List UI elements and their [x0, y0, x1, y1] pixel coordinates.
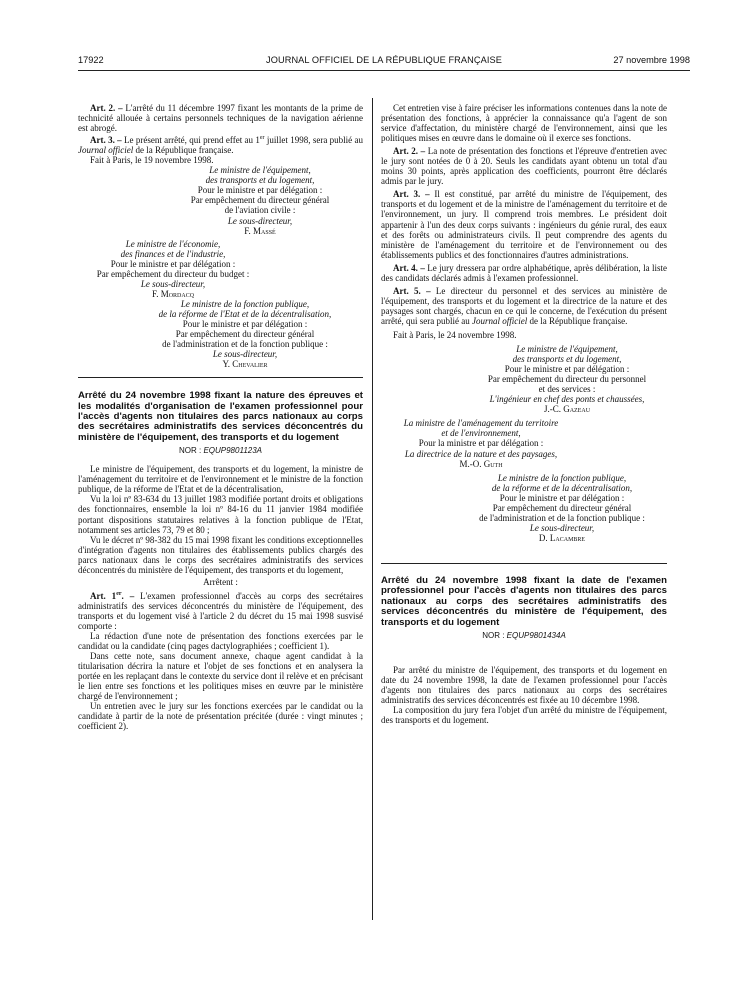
section-rule — [381, 563, 667, 564]
signature-block-fonction-publique: Le ministre de la fonction publique, de la réforme de l'Etat et de la décentralisation, Pour le ministre et par délégation : Par empêchement du directeur général de l'administration et de la fonction publique : Le sous-directeur, Y. Chevalier — [140, 299, 350, 369]
signatory-name: Y. Chevalier — [222, 359, 268, 370]
article-2: Art. 2. – La note de présentation des fonctions et l'épreuve d'entretien avec le jury sont notées de 0 à 20. Seuls les candidats ayant obtenu un total d'au moins 30 points, après application des coefficients, pourront être déclarés admis par le jury. — [381, 146, 667, 187]
article-5: Art. 5. – Le directeur du personnel et des services au ministère de l'équipement, des transports et du logement et la directrice de la nature et des paysages sont chargés, chacun en ce qui le concerne, de l'exécution du présent arrêté, qui sera publié au Journal officiel de la République française. — [381, 285, 667, 326]
left-column — [78, 103, 363, 732]
column-divider — [372, 98, 373, 920]
vu-loi: Vu la loi nº 83-634 du 13 juillet 1983 modifiée portant droits et obligations des fonctionnaires, ensemble la loi nº 84-16 du 11 janvier 1984 modifiée portant dispositions statutaires relatives à la fonction publique de l'Etat, notamment ses articles 73, 79 et 80 ; — [78, 494, 363, 535]
signature-block-fonction-publique: Le ministre de la fonction publique, de la réforme et de la décentralisation, Pour le ministre et par délégation : Par empêchement du directeur général de l'administration et de la fonction publique : Le sous-directeur, D. Lacambre — [457, 473, 667, 543]
article-3: Art. 3. – Le présent arrêté, qui prend effet au 1er juillet 1998, sera publié au Journal officiel de la République française. — [78, 135, 363, 156]
paragraph: La composition du jury fera l'objet d'un arrêté du ministre de l'équipement, des transports et du logement. — [381, 705, 667, 726]
article-1: Art. 1er. – L'examen professionnel d'accès au corps des secrétaires administratifs des services déconcentrés du ministère de l'équipement, des transports et du logement visé à l'article 2 du décret du 15 mai 1998 susvisé comporte : — [78, 590, 363, 631]
signature-block-equipement: Le ministre de l'équipement, des transports et du logement, Pour le ministre et par délégation : Par empêchement du directeur du personnel et des services : L'ingénieur en chef des ponts et chaussées, J.-C. Gazeau — [467, 344, 667, 414]
preamble-ministers: Le ministre de l'équipement, des transports et du logement, la ministre de l'aménagement du territoire et de l'environnement et le ministre de la fonction publique, de la réforme de l'Etat et de la décentralisation, — [78, 464, 363, 495]
vu-decret: Vu le décret nº 98-382 du 15 mai 1998 fixant les conditions exceptionnelles d'intégration d'agents non titulaires des établissements publics chargés des parcs nationaux dans le corps des secrétaires administratifs des services déconcentrés du ministère de l'équipement, des transports et du logement, — [78, 534, 363, 575]
fait-a-paris: Fait à Paris, le 19 novembre 1998. — [90, 155, 214, 166]
paragraph: Dans cette note, sans document annexe, chaque agent candidat à la titularisation décrira la nature et l'objet de ses fonctions et en analysera la portée en les replaçant dans le contexte du service dont il relève et en précisant le lien entre ses fonctions et les politiques mises en œuvre par le ministère chargé de l'environnement ; — [78, 651, 363, 702]
signatory-name: F. Mordacq — [151, 288, 195, 299]
paragraph: La rédaction d'une note de présentation des fonctions exercées par le candidat ou la candidate (cinq pages dactylographiées ; coefficient 1). — [78, 631, 363, 652]
right-column — [381, 103, 667, 725]
signatory-name: M.-O. Guth — [459, 458, 503, 469]
page-header — [78, 55, 690, 69]
signatory-name: D. Lacambre — [538, 532, 586, 543]
signature-block-economie: Le ministre de l'économie, des finances et de l'industrie, Pour le ministre et par délégation : Par empêchement du directeur du budget : Le sous-directeur, F. Mordacq — [78, 239, 268, 299]
signature-block-amenagement: La ministre de l'aménagement du territoire et de l'environnement, Pour la ministre et par délégation : La directrice de la nature et des paysages, M.-O. Guth — [381, 418, 581, 468]
page-number: 17922 — [78, 55, 104, 65]
arretent: Arrêtent : — [203, 576, 238, 587]
article-2: Art. 2. – L'arrêté du 11 décembre 1997 fixant les montants de la prime de technicité allouée à certains personnels techniques de la navigation aérienne est abrogé. — [78, 103, 363, 134]
section-rule — [78, 377, 363, 378]
arrete-title: Arrêté du 24 novembre 1998 fixant la date de l'examen professionnel pour l'accès d'agents non titulaires des parcs nationaux au corps des secrétaires administratifs des services déconcentrés du ministère de l'équipement, des transports et du logement — [381, 574, 667, 628]
nor-reference: NOR : EQUP9801434A — [482, 630, 566, 640]
paragraph: Par arrêté du ministre de l'équipement, des transports et du logement en date du 24 novembre 1998, la date de l'examen professionnel pour l'accès d'agents non titulaires des parcs nationaux au corps des secrétaires administratifs des services déconcentrés est fixée au 10 décembre 1998. — [381, 665, 667, 706]
arrete-title: Arrêté du 24 novembre 1998 fixant la nature des épreuves et les modalités d'organisation de l'examen professionnel pour l'accès d'agents non titulaires des parcs nationaux au corps des secrétaires administratifs des services déconcentrés du ministère de l'équipement, des transports et du logement — [78, 390, 363, 443]
signature-block-equipement: Le ministre de l'équipement, des transports et du logement, Pour le ministre et par délégation : Par empêchement du directeur général de l'aviation civile : Le sous-directeur, F. Massé — [170, 165, 350, 235]
fait-a-paris: Fait à Paris, le 24 novembre 1998. — [393, 329, 517, 340]
paragraph: Cet entretien vise à faire préciser les informations contenues dans la note de présentation des fonctions, à apprécier la connaissance qu'a l'agent de son service d'affectation, du ministère chargé de l'environnement, ainsi que les politiques mises en œuvre dans le domaine où il exerce ses fonctions. — [381, 103, 667, 144]
journal-title: JOURNAL OFFICIEL DE LA RÉPUBLIQUE FRANÇAISE — [266, 55, 502, 65]
issue-date: 27 novembre 1998 — [613, 55, 690, 65]
paragraph: Un entretien avec le jury sur les fonctions exercées par le candidat ou la candidate à partir de la note de présentation précitée (durée : vingt minutes ; coefficient 2). — [78, 701, 363, 732]
article-4: Art. 4. – Le jury dressera par ordre alphabétique, après délibération, la liste des candidats déclarés admis à l'examen professionnel. — [381, 262, 667, 283]
article-3: Art. 3. – Il est constitué, par arrêté du ministre de l'équipement, des transports et du logement et de la ministre de l'aménagement du territoire et de l'environnement, un jury. Il comprend trois membres. Le président doit appartenir à l'un des deux corps suivants : ingénieurs du génie rural, des eaux et des forêts ou administrateurs civils. Il peut comprendre des agents du ministère de l'aménagement du territoire et de l'environnement ou des établissements publics et des fonctionnaires d'autres administrations. — [381, 189, 667, 260]
signatory-name: F. Massé — [244, 225, 276, 236]
header-rule — [78, 70, 690, 71]
nor-reference: NOR : EQUP9801123A — [178, 446, 262, 456]
signatory-name: J.-C. Gazeau — [543, 404, 591, 415]
